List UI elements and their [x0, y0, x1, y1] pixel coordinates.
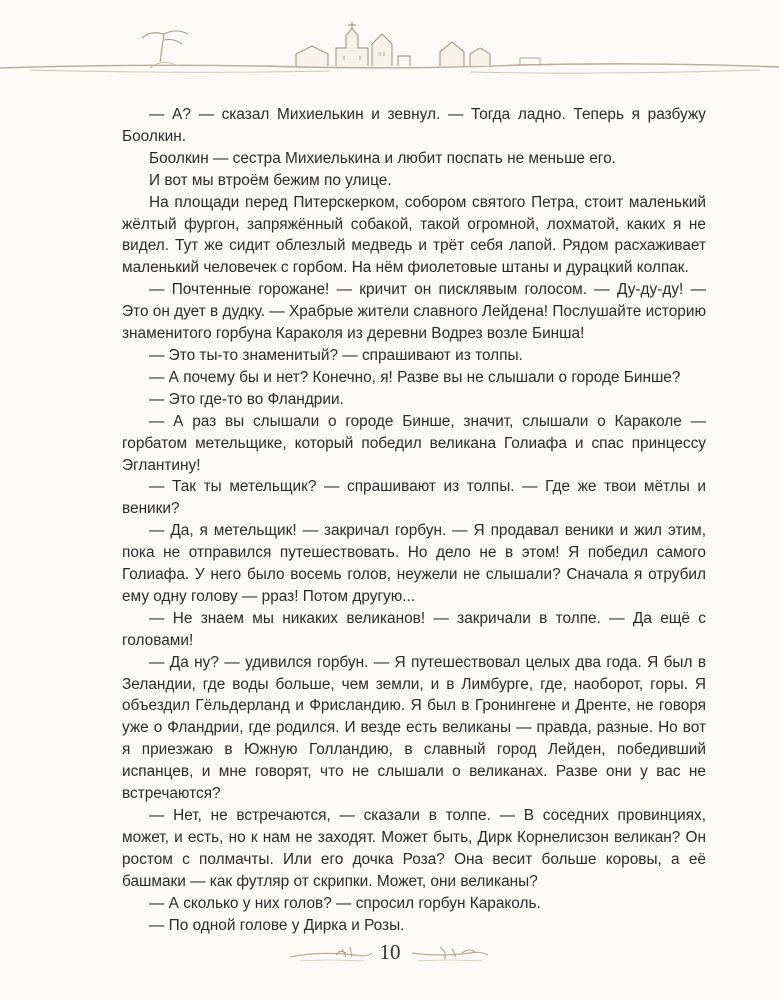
- paragraph: — А почему бы и нет? Конечно, я! Разве вы не слышали о городе Бинше?: [149, 368, 681, 386]
- paragraph: — По одной голове у Дирка и Розы.: [149, 916, 405, 934]
- header-town-vignette: [0, 18, 779, 88]
- paragraph: — А? — сказал Михиелькин и зевнул. — Тогда ладно. Теперь я разбужу Боолкин.: [122, 106, 706, 145]
- paragraph: — Это ты-то знаменитый? — спрашивают из толпы.: [149, 346, 523, 364]
- paragraph: — Да ну? — удивился горбун. — Я путешествовал целых два года. Я был в Зеландии, где воды больше, чем земли, и в Лимбурге, где, наоборот, горы. Я объездил Гёльдерланд и Фрисландию. Я был в Гронингене и Дренте, не говоря уже о Фландрии, где родился. И везде есть великаны — правда, разные. Но вот я приезжаю в Южную Голландию, в славный город Лейден, победивший испанцев, и мне говорят, что не слышали о великанах. Разве они у вас не встречаются?: [122, 653, 706, 803]
- paragraph: — Не знаем мы никаких великанов! — закричали в толпе. — Да ещё с головами!: [122, 609, 706, 649]
- story-text: [122, 104, 706, 936]
- paragraph: Боолкин — сестра Михиелькина и любит поспать не меньше его.: [149, 149, 616, 167]
- paragraph: — А раз вы слышали о городе Бинше, значит, слышали о Караколе — горбатом метельщике, который победил великана Голиафа и спас принцессу Эглантину!: [122, 412, 706, 474]
- paragraph: — Да, я метельщик! — закричал горбун. — Я продавал веники и жил этим, пока не отправился путешествовать. Но дело не в этом! Я победил самого Голиафа. У него было восемь голов, неужели не слышали? Сначала я отрубил ему одну голову — рраз! Потом другую...: [122, 522, 706, 605]
- paragraph: — Нет, не встречаются, — сказали в толпе. — В соседних провинциях, может, и есть, но к нам не заходят. Может быть, Дирк Корнелисзон великан? Он ростом с полмачты. Или его дочка Роза? Она весит больше коровы, а её башмаки — как футляр от скрипки. Может, они великаны?: [122, 807, 706, 890]
- paragraph: На площади перед Питерскерком, собором святого Петра, стоит маленький жёлтый фургон, запряжённый собакой, такой огромной, лохматой, каких я не видел. Тут же сидит облезлый медведь и трёт себя лапой. Рядом расхаживает маленький человечек с горбом. На нём фиолетовые штаны и дурацкий колпак.: [122, 193, 706, 277]
- page-number: 10: [379, 940, 401, 964]
- paragraph: — Почтенные горожане! — кричит он писклявым голосом. — Ду-ду-ду! — Это он дует в дудку. — Храбрые жители славного Лейдена! Послушайте историю знаменитого горбуна Караколя из деревни Водрез возле Бинша!: [122, 281, 706, 343]
- paragraph: И вот мы втроём бежим по улице.: [149, 171, 392, 189]
- paragraph: — Это где-то во Фландрии.: [149, 390, 344, 408]
- paragraph: — А сколько у них голов? — спросил горбун Караколь.: [149, 894, 541, 912]
- paragraph: — Так ты метельщик? — спрашивают из толпы. — Где же твои мётлы и веники?: [122, 478, 706, 518]
